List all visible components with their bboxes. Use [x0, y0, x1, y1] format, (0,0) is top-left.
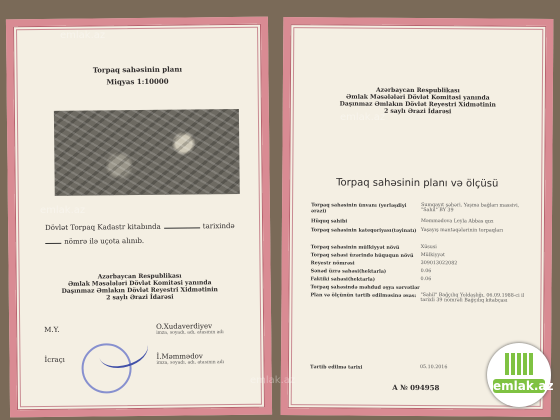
info-row-key: Sənəd üzrə sahəsi(hektarla): [310, 268, 387, 275]
info-row-value: 309013022082: [420, 261, 458, 267]
registry-date-blank: [164, 227, 200, 228]
left-org-line: Azərbaycan Respublikası: [97, 272, 182, 281]
info-row-value: "Sahil" Bağçılıq Yoldaşlığı, 06.09.1988-ci il tarixli 39 nömrəli Bağçılıq kitabçası: [420, 293, 525, 304]
registry-line-2: [45, 237, 144, 246]
executor-label: İcraçı: [44, 355, 65, 364]
info-row-key: Faktiki sahəsi(hektarla): [310, 276, 376, 283]
watermark: emlak.az: [40, 205, 86, 216]
plan-title: Torpaq sahəsinin planı: [92, 64, 183, 75]
info-row-key: Plan və ölçünün tərtib edilməsinə əsas:: [310, 292, 417, 299]
signer2-name: İ.Məmmədov: [156, 352, 203, 361]
info-row-value: [421, 285, 531, 286]
signer1-block: [156, 322, 224, 336]
aerial-map-image: [54, 109, 240, 196]
left-org-line: 2 saylı Ərazi İdarəsi: [106, 293, 174, 302]
info-row-key: Torpaq sahəsinin ünvanı (yerləşdiyi ərazi): [311, 202, 407, 215]
registry-number-blank: [45, 243, 61, 244]
signer2-subtitle: imza, soyadı, adı, atasının adı: [156, 360, 225, 366]
info-row-value: 0.06: [420, 277, 432, 283]
right-org-line: Daşınmaz Əmlakın Dövlət Reyestri Xidmətinin: [339, 100, 496, 109]
signer1-name: O.Xudaverdiyev: [156, 322, 213, 331]
info-row-key: Reyestr nömrəsi: [310, 260, 355, 267]
watermark: emlak.az: [250, 375, 296, 386]
registry-line-1b: tarixində: [202, 221, 235, 231]
date-value: 05.10.2016: [419, 365, 448, 371]
right-org-line: 2 saylı Ərazi İdarəsi: [384, 107, 452, 116]
info-row-key: Hüquq sahibi: [310, 218, 348, 225]
info-row-key: Torpaq sahəsinin mülkiyyət növü: [310, 244, 400, 251]
right-org-line: Əmlak Məsələləri Dövlət Komitəsi yanında: [346, 93, 490, 102]
info-row-value: Yaşayış məntəqələrinin torpaqları: [420, 228, 504, 234]
emlak-logo: [487, 343, 554, 407]
info-row-value: Xüsusi: [420, 245, 437, 251]
info-row-value: Mülkiyyət: [420, 253, 445, 259]
serial-number: A № 094958: [392, 382, 440, 393]
right-title: Torpaq sahəsinin planı və ölçüsü: [336, 177, 499, 190]
info-row-key: Torpaq sahəsi üzərində hüququn növü: [310, 252, 414, 259]
left-org-line: Əmlak Məsələləri Dövlət Komitəsi yanında: [67, 279, 212, 288]
scale-label: Miqyas 1:10000: [106, 76, 169, 87]
info-row-key: Torpaq sahəsinin kateqoriyası(təyinatı): [310, 227, 417, 234]
left-org-line: Daşınmaz Əmlakın Dövlət Reyestri Xidmətinin: [61, 286, 218, 295]
info-row-value: 0.06: [420, 269, 432, 275]
registry-line-2-text: nömrə ilə uçota alınıb.: [64, 236, 145, 246]
info-row-key: Torpaq sahəsində məhdud əşya sərvətlər: [310, 284, 420, 292]
signer1-subtitle: imza, soyadı, adı, atasının adı: [156, 330, 224, 336]
building-icon: [505, 353, 533, 375]
info-row-value: Sumqayıt şəhəri, Yaşma bağları massivi, "Sahil" BY 39: [421, 203, 520, 214]
watermark: emlak.az: [60, 30, 106, 41]
right-org-line: Azərbaycan Respublikası: [375, 86, 460, 95]
left-document-page: [6, 17, 272, 418]
watermark: emlak.az: [340, 112, 386, 123]
left-org-block: [16, 272, 264, 303]
right-org-block: [290, 86, 546, 116]
mp-label: M.Y.: [44, 325, 60, 334]
info-row: [310, 292, 540, 304]
info-row: [311, 202, 541, 216]
date-label: Tərtib edilmə tarixi: [309, 364, 363, 371]
logo-text: emlak.az: [493, 379, 554, 393]
info-row-value: Məmmədova Leyla Abbas qızı: [420, 219, 494, 225]
registry-line-1a: Dövlət Torpaq Kadastr kitabında: [45, 222, 161, 232]
signer2-block: [156, 352, 224, 366]
